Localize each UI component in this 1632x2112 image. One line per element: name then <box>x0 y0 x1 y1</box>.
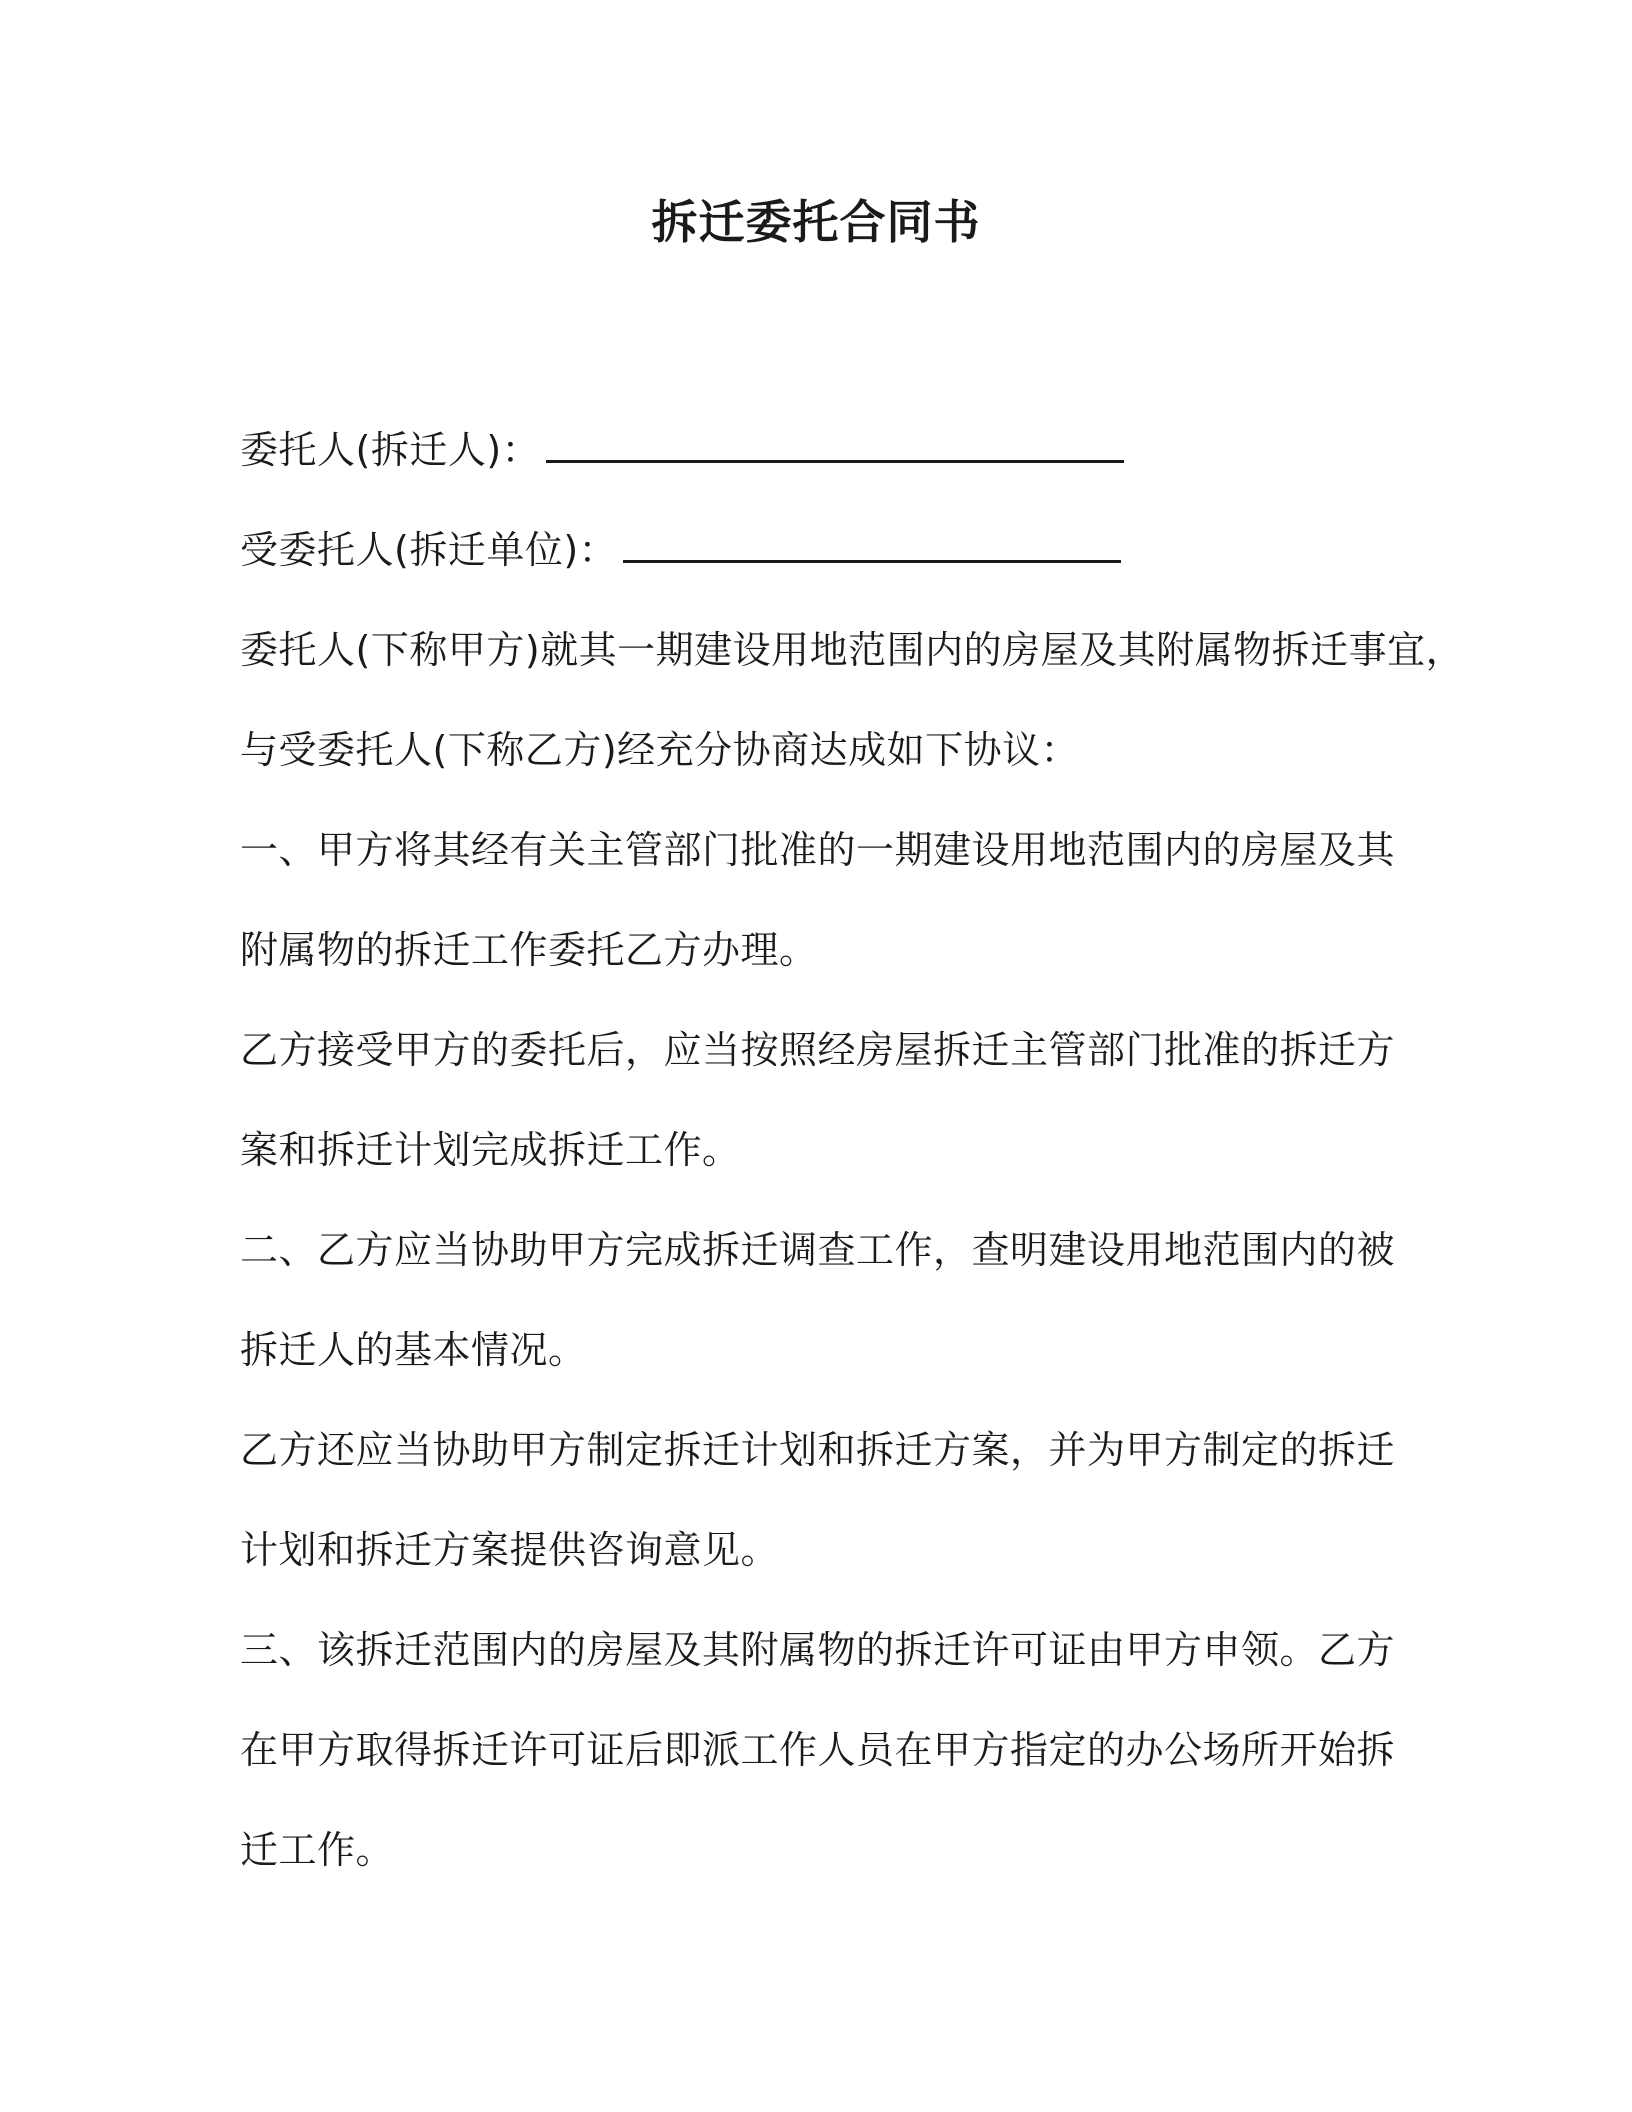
body-line: 二、乙方应当协助甲方完成拆迁调查工作，查明建设用地范围内的被 <box>240 1228 1396 1272</box>
principal-blank <box>546 426 1124 463</box>
body-line: 拆迁人的基本情况。 <box>240 1328 587 1372</box>
body-line: 三、该拆迁范围内的房屋及其附属物的拆迁许可证由甲方申领。乙方 <box>240 1628 1396 1672</box>
body-line: 附属物的拆迁工作委托乙方办理。 <box>240 928 818 972</box>
body-line: 在甲方取得拆迁许可证后即派工作人员在甲方指定的办公场所开始拆 <box>240 1728 1396 1772</box>
body-line: 迁工作。 <box>240 1828 395 1872</box>
body-line: 与受委托人(下称乙方)经充分协商达成如下协议： <box>240 728 1080 772</box>
principal-field-line <box>240 422 1124 478</box>
agent-blank <box>623 526 1121 563</box>
body-line: 计划和拆迁方案提供咨询意见。 <box>240 1528 780 1572</box>
body-line: 一、甲方将其经有关主管部门批准的一期建设用地范围内的房屋及其 <box>240 828 1396 872</box>
principal-label: 委托人(拆迁人)： <box>240 428 541 472</box>
body-line: 乙方还应当协助甲方制定拆迁计划和拆迁方案，并为甲方制定的拆迁 <box>240 1428 1396 1472</box>
body-line: 案和拆迁计划完成拆迁工作。 <box>240 1128 741 1172</box>
agent-field-line <box>240 522 1121 578</box>
body-line: 委托人(下称甲方)就其一期建设用地范围内的房屋及其附属物拆迁事宜， <box>240 628 1465 672</box>
agent-label: 受委托人(拆迁单位)： <box>240 528 618 572</box>
document-title: 拆迁委托合同书 <box>651 195 981 249</box>
body-line: 乙方接受甲方的委托后，应当按照经房屋拆迁主管部门批准的拆迁方 <box>240 1028 1396 1072</box>
